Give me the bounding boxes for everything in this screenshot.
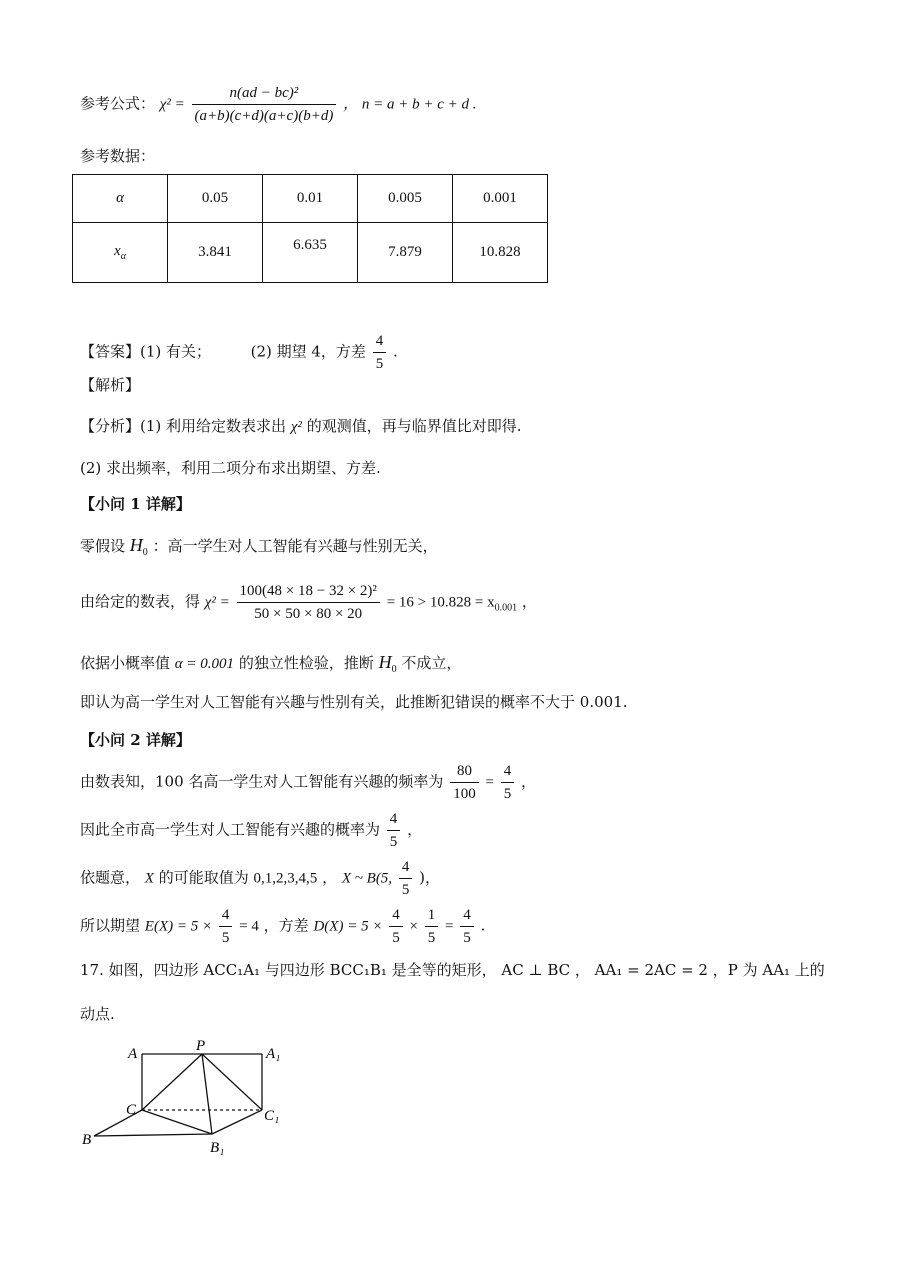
q2-l3-d: 5 [401, 882, 410, 898]
answer-end: . [392, 342, 398, 361]
q2-l3-end: )， [419, 868, 440, 887]
q1-line1 [80, 535, 438, 563]
q1-l2-end: ， [521, 592, 537, 611]
q1-l3-mid: 的独立性检验，推断 [238, 654, 374, 672]
q1-l2-sub: 0.001 [494, 602, 518, 614]
fig-label-A: A [128, 1046, 138, 1062]
fig-label-B: B [82, 1132, 92, 1148]
q2-l3-mid: 的可能取值为 [158, 868, 249, 887]
q1-l1-prefix: 零假设 [80, 537, 126, 555]
q1-line4: 即认为高一学生对人工智能有兴趣与性别有关，此推断犯错误的概率不大于 0.001. [80, 693, 628, 711]
q2-l1-end: ， [521, 772, 537, 791]
q2-l1-eq: = [485, 774, 494, 791]
reference-table [72, 174, 548, 283]
fenxi-prefix: 【分析】(1) 利用给定数表求出 [80, 417, 287, 435]
q1-l2-rhs: = 16 > 10.828 = x [386, 594, 495, 611]
formula-label: 参考公式： [80, 94, 156, 113]
fenxi-suffix: 的观测值，再与临界值比对即得. [306, 417, 522, 435]
fenxi-chi: χ² [290, 419, 302, 435]
q2-l2-end: ， [407, 820, 423, 839]
q2-l4-n1: 4 [219, 904, 233, 927]
q2-l4-frac1 [219, 904, 233, 949]
table-head-x-sub: α [120, 251, 126, 262]
q2-l4-d1: 5 [221, 930, 230, 946]
q1-l2-lhs: χ² = [204, 594, 230, 611]
q2-l4-e: E(X) = 5 × [144, 918, 213, 935]
formula-denominator: (a+b)(c+d)(a+c)(b+d) [194, 108, 334, 124]
q2-l3-frac [399, 856, 413, 901]
q2-l4-n4: 4 [460, 904, 474, 927]
table-cell: 0.01 [263, 175, 358, 223]
geometry-figure [80, 1036, 320, 1166]
p17-line1: 17. 如图，四边形 ACC₁A₁ 与四边形 BCC₁B₁ 是全等的矩形， AC ⊥ BC ， AA₁ = 2AC = 2 ，P 为 AA₁ 上的 [80, 961, 825, 979]
answer-frac-den: 5 [375, 356, 384, 372]
fenxi-line [80, 416, 521, 437]
table-cell: 0.001 [453, 175, 548, 223]
answer-prefix: 【答案】(1) 有关； [80, 342, 212, 361]
answer-part2: (2) 期望 4，方差 [250, 342, 366, 361]
q1-head: 【小问 1 详解】 [80, 495, 191, 513]
table-head-x-letter: x [114, 243, 121, 259]
q2-l2-d: 5 [389, 834, 398, 850]
q2-l2-n: 4 [387, 808, 401, 831]
table-cell: 0.05 [168, 175, 263, 223]
table-row [73, 223, 548, 283]
q2-l4-mid: ，方差 [263, 916, 309, 935]
q1-l3-h: H [378, 652, 392, 672]
q2-l4-d3: 5 [427, 930, 436, 946]
q2-l1-n1: 80 [450, 760, 479, 783]
q2-l3-vals: 0,1,2,3,4,5 [253, 870, 318, 887]
q2-l3-n: 4 [399, 856, 413, 879]
q1-l3-sub: 0 [391, 664, 397, 675]
formula-tail: ， n = a + b + c + d . [343, 96, 477, 113]
q1-l2-prefix: 由给定的数表，得 [80, 592, 201, 611]
answer-frac-num: 4 [373, 330, 387, 353]
q1-line2 [80, 580, 537, 625]
q2-l4-eq: = [445, 918, 454, 935]
fig-label-P: P [196, 1038, 206, 1054]
q1-l2-den: 50 × 50 × 80 × 20 [254, 606, 363, 622]
q2-l4-frac4 [460, 904, 474, 949]
q2-l4-prefix: 所以期望 [80, 916, 141, 935]
q2-l4-dv: D(X) = 5 × [313, 918, 383, 935]
q1-l1-h: H [129, 535, 143, 555]
q2-l4-times: × [409, 918, 418, 935]
q2-l4-frac2 [389, 904, 403, 949]
formula-numerator: n(ad − bc)² [192, 82, 337, 105]
table-cell: 7.879 [358, 223, 453, 283]
q2-line4 [80, 904, 485, 949]
q2-line1 [80, 760, 536, 805]
q1-l3-prefix: 依据小概率值 [80, 654, 171, 672]
data-label: 参考数据： [80, 147, 156, 165]
q2-l3-prefix: 依题意， [80, 868, 141, 887]
q2-l3-x: X [144, 870, 154, 887]
q2-l1-frac2 [501, 760, 515, 805]
table-row [73, 175, 548, 223]
q2-line2 [80, 808, 422, 853]
fig-label-B1: B₁ [210, 1140, 225, 1156]
q2-l1-d1: 100 [453, 786, 476, 802]
formula-lhs: χ² = [159, 96, 185, 113]
table-cell: 0.005 [358, 175, 453, 223]
q2-l3-sep: ， [322, 868, 338, 887]
q1-l2-num: 100(48 × 18 − 32 × 2)² [237, 580, 380, 603]
q2-l4-frac3 [425, 904, 439, 949]
answer-fraction [373, 330, 387, 375]
q2-l4-e-end: = 4 [239, 918, 259, 935]
fenxi2-line: (2) 求出频率，利用二项分布求出期望、方差. [80, 459, 381, 477]
q2-line3 [80, 856, 440, 901]
table-head-x [73, 223, 168, 283]
q2-l4-end: . [480, 916, 486, 935]
formula-fraction [192, 82, 337, 127]
formula-line [80, 82, 477, 127]
fig-label-C: C [126, 1102, 137, 1118]
table-cell: 10.828 [453, 223, 548, 283]
q2-l4-n2: 4 [389, 904, 403, 927]
q2-l2-frac [387, 808, 401, 853]
q1-l3-suffix: 不成立， [401, 654, 462, 672]
q2-l1-n2: 4 [501, 760, 515, 783]
q2-l3-dist: X ~ B(5, [341, 870, 393, 887]
table-cell: 6.635 [263, 223, 358, 283]
q2-l1-frac1 [450, 760, 479, 805]
fig-label-C1: C₁ [264, 1108, 280, 1124]
analysis-head: 【解析】 [80, 376, 141, 394]
answer-line [80, 330, 398, 375]
q2-l1-prefix: 由数表知，100 名高一学生对人工智能有兴趣的频率为 [80, 772, 444, 791]
q2-l4-d2: 5 [392, 930, 400, 946]
q2-l4-d4: 5 [463, 930, 471, 946]
q1-l2-fraction [237, 580, 380, 625]
q2-l1-d2: 5 [503, 786, 512, 802]
q1-l1-sub: 0 [142, 547, 148, 558]
table-head-alpha: α [73, 175, 168, 223]
q1-line3 [80, 652, 461, 680]
p17-line2: 动点. [80, 1005, 115, 1023]
q2-l2-prefix: 因此全市高一学生对人工智能有兴趣的概率为 [80, 820, 381, 839]
q2-head: 【小问 2 详解】 [80, 731, 191, 749]
q2-l4-n3: 1 [425, 904, 439, 927]
table-cell: 3.841 [168, 223, 263, 283]
q1-l3-alpha: α = 0.001 [174, 656, 235, 672]
q1-l1-suffix: ：高一学生对人工智能有兴趣与性别无关， [152, 537, 438, 555]
fig-label-A1: A₁ [266, 1046, 281, 1062]
